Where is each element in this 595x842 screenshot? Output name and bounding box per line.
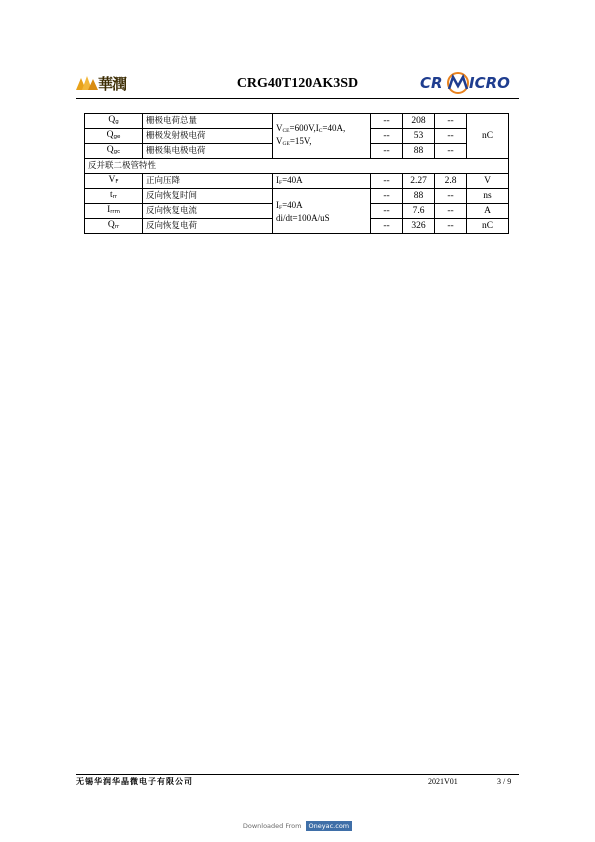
typ-cell: 326 bbox=[403, 219, 435, 234]
charge-condition-cell bbox=[273, 114, 371, 159]
max-cell: -- bbox=[435, 129, 467, 144]
typ-cell: 7.6 bbox=[403, 204, 435, 219]
section-title: 反并联二极管特性 bbox=[85, 159, 509, 174]
parameter-name-cell: 栅极集电极电荷 bbox=[143, 144, 273, 159]
min-cell: -- bbox=[371, 174, 403, 189]
max-cell: -- bbox=[435, 219, 467, 234]
min-cell: -- bbox=[371, 189, 403, 204]
company-logo-text: 華潤 bbox=[98, 75, 127, 93]
table-row bbox=[85, 189, 509, 204]
unit-cell: nC bbox=[467, 219, 509, 234]
max-cell: 2.8 bbox=[435, 174, 467, 189]
brand-logo bbox=[418, 68, 518, 98]
max-cell: -- bbox=[435, 144, 467, 159]
document-title: CRG40T120AK3SD bbox=[236, 76, 359, 91]
header-divider bbox=[76, 98, 519, 99]
min-cell: -- bbox=[371, 129, 403, 144]
parameter-name-cell: 反向恢复电荷 bbox=[143, 219, 273, 234]
unit-cell: A bbox=[467, 204, 509, 219]
unit-cell: V bbox=[467, 174, 509, 189]
min-cell: -- bbox=[371, 114, 403, 129]
unit-cell: ns bbox=[467, 189, 509, 204]
charge-condition-line-2: VGE=15V, bbox=[276, 136, 312, 147]
footer-version: 2021V01 bbox=[428, 777, 458, 786]
parameter-name-cell: 栅极发射极电荷 bbox=[143, 129, 273, 144]
section-row bbox=[85, 159, 509, 174]
download-prefix: Downloaded From bbox=[242, 822, 302, 830]
typ-cell: 2.27 bbox=[403, 174, 435, 189]
parameter-name-cell: 栅极电荷总量 bbox=[143, 114, 273, 129]
parameter-name-cell: 反向恢复电流 bbox=[143, 204, 273, 219]
symbol-cell: Qrr bbox=[85, 219, 143, 234]
symbol-cell: Qge bbox=[85, 129, 143, 144]
recovery-condition-cell bbox=[273, 189, 371, 234]
typ-cell: 88 bbox=[403, 144, 435, 159]
max-cell: -- bbox=[435, 204, 467, 219]
download-site-link[interactable]: Oneyac.com bbox=[306, 821, 353, 831]
min-cell: -- bbox=[371, 144, 403, 159]
typ-cell: 88 bbox=[403, 189, 435, 204]
min-cell: -- bbox=[371, 219, 403, 234]
download-watermark bbox=[0, 822, 595, 830]
footer-divider bbox=[76, 774, 519, 775]
unit-cell: nC bbox=[467, 114, 509, 159]
condition-cell: IF=40A bbox=[273, 174, 371, 189]
svg-text:ICRO: ICRO bbox=[469, 74, 510, 92]
symbol-cell: Irrm bbox=[85, 204, 143, 219]
recovery-condition-line-2: di/dt=100A/uS bbox=[276, 212, 330, 223]
min-cell: -- bbox=[371, 204, 403, 219]
parameter-name-cell: 反向恢复时间 bbox=[143, 189, 273, 204]
svg-text:CR: CR bbox=[420, 74, 443, 92]
max-cell: -- bbox=[435, 114, 467, 129]
parameter-name-cell: 正向压降 bbox=[143, 174, 273, 189]
page-number: 3 / 9 bbox=[497, 777, 512, 786]
symbol-cell: trr bbox=[85, 189, 143, 204]
charge-condition-line-1: VCE=600V,IC=40A, bbox=[276, 123, 346, 134]
symbol-cell: Qgc bbox=[85, 144, 143, 159]
symbol-cell: VF bbox=[85, 174, 143, 189]
table-row bbox=[85, 114, 509, 129]
footer-company: 无锡华润华晶微电子有限公司 bbox=[76, 777, 193, 786]
table-row bbox=[85, 174, 509, 189]
typ-cell: 53 bbox=[403, 129, 435, 144]
crmicro-logo-icon bbox=[418, 68, 518, 98]
symbol-cell: Qg bbox=[85, 114, 143, 129]
spec-table bbox=[84, 113, 509, 234]
recovery-condition-line-1: IF=40A bbox=[276, 199, 303, 211]
typ-cell: 208 bbox=[403, 114, 435, 129]
max-cell: -- bbox=[435, 189, 467, 204]
